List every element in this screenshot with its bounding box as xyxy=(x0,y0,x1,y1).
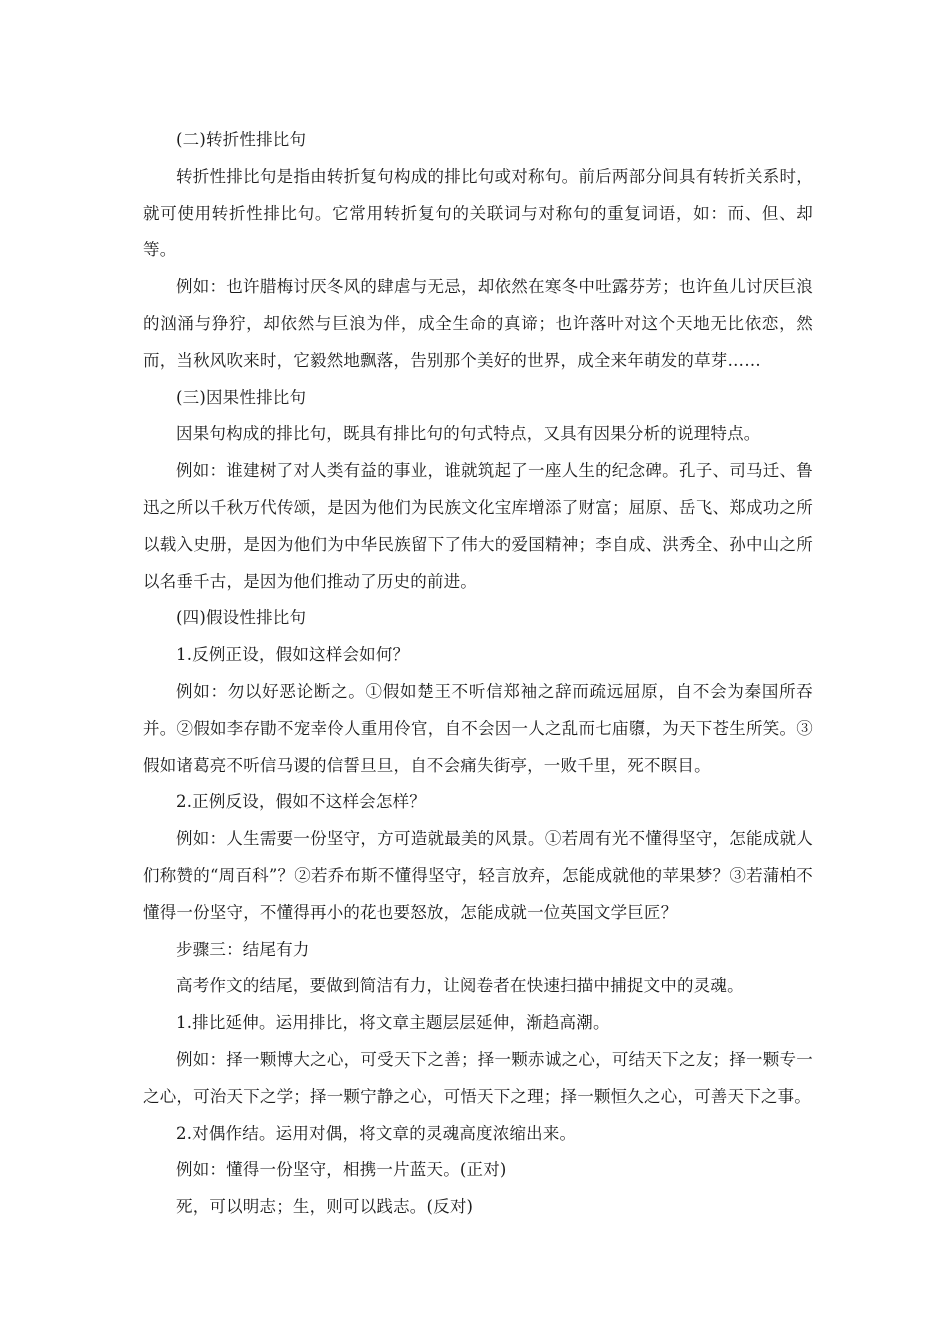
paragraph-ending-intro: 高考作文的结尾，要做到简洁有力，让阅卷者在快速扫描中捕捉文中的灵魂。 xyxy=(176,976,744,996)
paragraph-ending-item-1: 1.排比延伸。运用排比，将文章主题层层延伸，渐趋高潮。 xyxy=(176,1013,610,1033)
paragraph-ending-example-2a: 例如：懂得一份坚守，相携一片蓝天。(正对) xyxy=(176,1160,507,1180)
paragraph-causal-definition: 因果句构成的排比句，既具有排比句的句式特点，又具有因果分析的说理特点。 xyxy=(176,424,761,444)
section-heading-ending: 步骤三：结尾有力 xyxy=(176,939,310,959)
paragraph-ending-item-2: 2.对偶作结。运用对偶，将文章的灵魂高度浓缩出来。 xyxy=(176,1123,577,1143)
paragraph-transition-example: 例如：也许腊梅讨厌冬风的肆虐与无忌，却依然在寒冬中吐露芬芳；也许鱼儿讨厌巨浪的汹涌与狰狞，却依然与巨浪为伴，成全生命的真谛；也许落叶对这个天地无比依恋，然而，当秋风吹来时，它毅然地飘落，告别那个美好的世界，成全来年萌发的草芽…… xyxy=(143,277,813,370)
paragraph-causal-example: 例如：谁建树了对人类有益的事业，谁就筑起了一座人生的纪念碑。孔子、司马迁、鲁迅之所以千秋万代传颂，是因为他们为民族文化宝库增添了财富；屈原、岳飞、郑成功之所以载入史册，是因为他们为中华民族留下了伟大的爱国精神；李自成、洪秀全、孙中山之所以名垂千古，是因为他们推动了历史的前进。 xyxy=(143,461,813,591)
paragraph-hypothetical-item-1: 1.反例正设，假如这样会如何？ xyxy=(176,645,410,665)
section-heading-causal: (三)因果性排比句 xyxy=(176,387,307,407)
paragraph-hypothetical-example-1: 例如：勿以好恶论断之。①假如楚王不听信郑袖之辞而疏远屈原，自不会为秦国所吞并。②假如李存勖不宠幸伶人重用伶官，自不会因一人之乱而七庙隳，为天下苍生所笑。③假如诸葛亮不听信马谡的信誓旦旦，自不会痛失街亭，一败千里，死不瞑目。 xyxy=(143,681,813,775)
paragraph-transition-definition: 转折性排比句是指由转折复句构成的排比句或对称句。前后两部分间具有转折关系时，就可使用转折性排比句。它常用转折复句的关联词与对称句的重复词语，如：而、但、却等。 xyxy=(143,166,813,260)
document-body xyxy=(143,122,813,1226)
section-heading-hypothetical: (四)假设性排比句 xyxy=(176,608,307,628)
paragraph-hypothetical-item-2: 2.正例反设，假如不这样会怎样？ xyxy=(176,792,426,812)
section-heading-transition: (二)转折性排比句 xyxy=(176,130,307,149)
paragraph-hypothetical-example-2: 例如：人生需要一份坚守，方可造就最美的风景。①若周有光不懂得坚守，怎能成就人们称赞的“周百科”？②若乔布斯不懂得坚守，轻言放弃，怎能成就他的苹果梦？③若蒲柏不懂得一份坚守，不懂得再小的花也要怒放，怎能成就一位英国文学巨匠？ xyxy=(143,829,813,922)
paragraph-ending-example-2b: 死，可以明志；生，则可以践志。(反对) xyxy=(176,1197,474,1217)
paragraph-ending-example-1: 例如：择一颗博大之心，可受天下之善；择一颗赤诚之心，可结天下之友；择一颗专一之心，可治天下之学；择一颗宁静之心，可悟天下之理；择一颗恒久之心，可善天下之事。 xyxy=(143,1049,813,1106)
